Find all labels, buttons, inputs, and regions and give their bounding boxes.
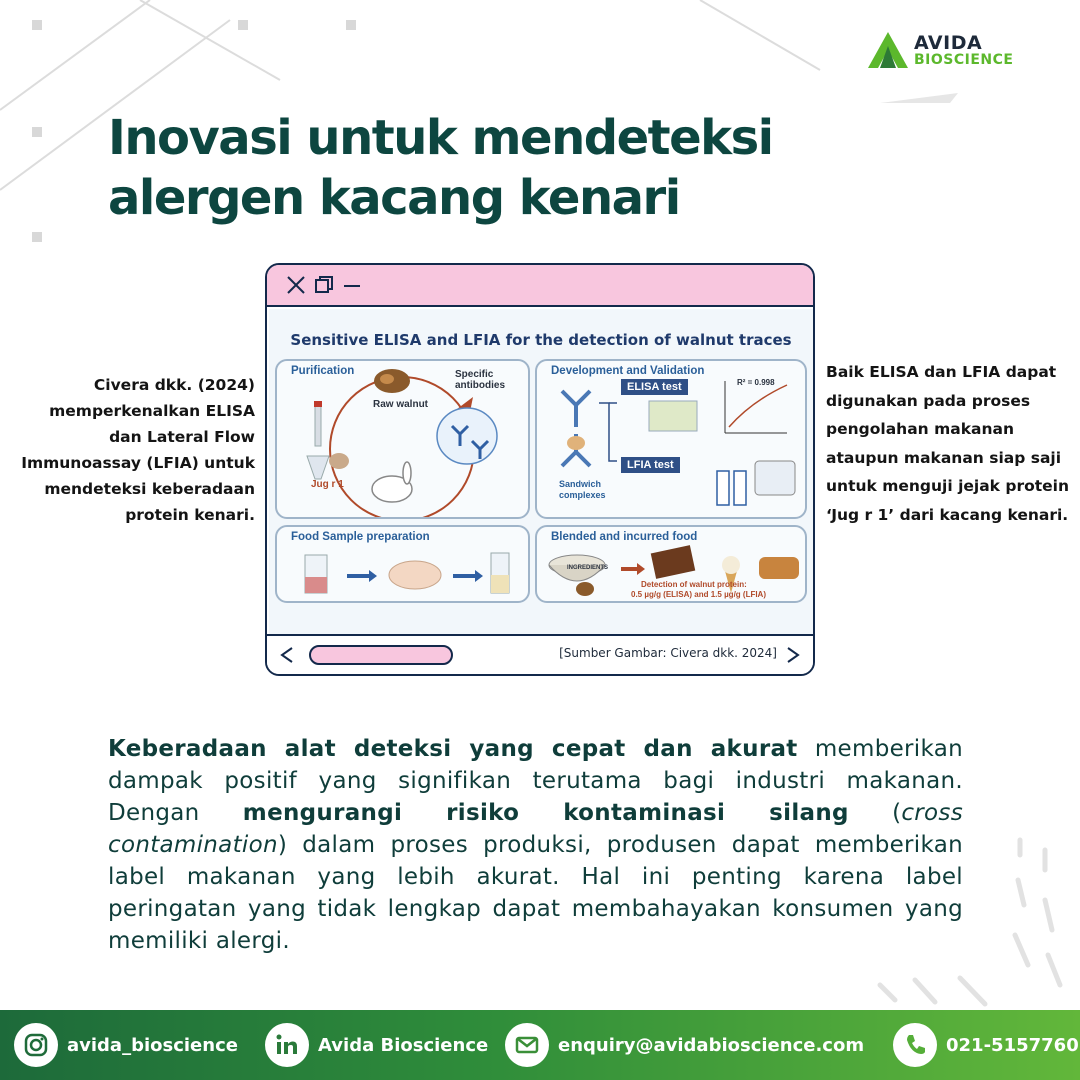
body-bold-1: Keberadaan alat deteksi yang cepat dan akurat xyxy=(108,736,798,762)
linkedin-name: Avida Bioscience xyxy=(318,1034,489,1056)
linkedin-icon xyxy=(265,1023,309,1067)
page-title xyxy=(108,108,908,228)
footer-linkedin[interactable] xyxy=(265,1010,488,1080)
raw-walnut-label: Raw walnut xyxy=(373,399,429,410)
logo-name-line1: AVIDA xyxy=(914,31,983,54)
lfia-test-label: LFIA test xyxy=(621,457,680,473)
scrollbar-thumb[interactable] xyxy=(309,645,453,665)
figure-content xyxy=(269,309,813,636)
window-titlebar xyxy=(267,265,813,307)
title-line-1: Inovasi untuk mendeteksi xyxy=(108,110,773,166)
purification-label: Purification xyxy=(291,365,355,377)
footer-email[interactable] xyxy=(505,1010,864,1080)
logo-name-line2: BIOSCIENCE xyxy=(914,51,1014,68)
body-text-1: memberikan dampak positif yang signifikan terutama bagi industri makanan. Dengan xyxy=(108,736,963,826)
purification-panel xyxy=(275,359,530,519)
food-sample-panel xyxy=(275,525,530,603)
blended-food-panel xyxy=(535,525,807,603)
email-icon xyxy=(505,1023,549,1067)
avida-logo-icon xyxy=(868,32,908,68)
r-squared-label: R² = 0.998 xyxy=(737,378,775,387)
title-line-2: alergen kacang kenari xyxy=(108,170,680,226)
blended-food-label: Blended and incurred food xyxy=(551,531,698,543)
avida-logo xyxy=(868,28,1058,72)
footer-bar xyxy=(0,1010,1080,1080)
food-sample-illustration xyxy=(277,527,528,601)
right-note: Baik ELISA dan LFIA dapat digunakan pada proses pengolahan makanan ataupun makanan siap saji untuk menguji jejak protein ‘Jug r 1’ dari kacang kenari. xyxy=(826,363,1070,524)
body-italic: cross contamination xyxy=(108,800,963,858)
development-label: Development and Validation xyxy=(551,365,705,377)
figure-title: Sensitive ELISA and LFIA for the detection of walnut traces xyxy=(290,331,792,349)
restore-icon[interactable] xyxy=(313,274,335,296)
sandwich-label: Sandwich complexes xyxy=(559,479,606,500)
window-bottombar xyxy=(267,634,813,674)
elisa-test-label: ELISA test xyxy=(621,379,688,395)
body-text-3: ) dalam proses produksi, produsen dapat memberikan label makanan yang lebih akurat. Hal ini penting karena label peringatan yang tidak lengkap dapat membahayakan konsumen yang memiliki alergi. xyxy=(108,832,963,954)
development-panel xyxy=(535,359,807,519)
ingredients-label: INGREDIENTS xyxy=(567,565,609,571)
left-note: Civera dkk. (2024) memperkenalkan ELISA dan Lateral Flow Immunoassay (LFIA) untuk mendeteksi keberadaan protein kenari. xyxy=(21,376,255,524)
specific-antibodies-label: Specific antibodies xyxy=(455,369,506,391)
close-icon[interactable] xyxy=(285,274,307,296)
footer-phone[interactable] xyxy=(893,1010,1079,1080)
phone-icon xyxy=(893,1023,937,1067)
chevron-right-icon[interactable] xyxy=(785,646,801,664)
footer-instagram[interactable] xyxy=(14,1010,238,1080)
jug-r1-label: Jug r 1 xyxy=(311,479,344,490)
food-sample-label: Food Sample preparation xyxy=(291,531,430,543)
instagram-icon xyxy=(14,1023,58,1067)
body-text-2: ( xyxy=(848,800,902,826)
detection-line-1: Detection of walnut protein: xyxy=(641,580,747,589)
phone-number: 021-5157760 xyxy=(946,1034,1079,1056)
detection-line-2: 0.5 µg/g (ELISA) and 1.5 µg/g (LFIA) xyxy=(631,590,766,599)
figure-window xyxy=(265,263,815,676)
chevron-left-icon[interactable] xyxy=(279,646,295,664)
email-address: enquiry@avidabioscience.com xyxy=(558,1034,865,1056)
body-bold-2: mengurangi risiko kontaminasi silang xyxy=(242,800,849,826)
image-source: [Sumber Gambar: Civera dkk. 2024] xyxy=(559,646,777,660)
minimize-icon[interactable] xyxy=(341,274,363,296)
body-paragraph xyxy=(108,733,963,957)
instagram-handle: avida_bioscience xyxy=(67,1034,238,1056)
